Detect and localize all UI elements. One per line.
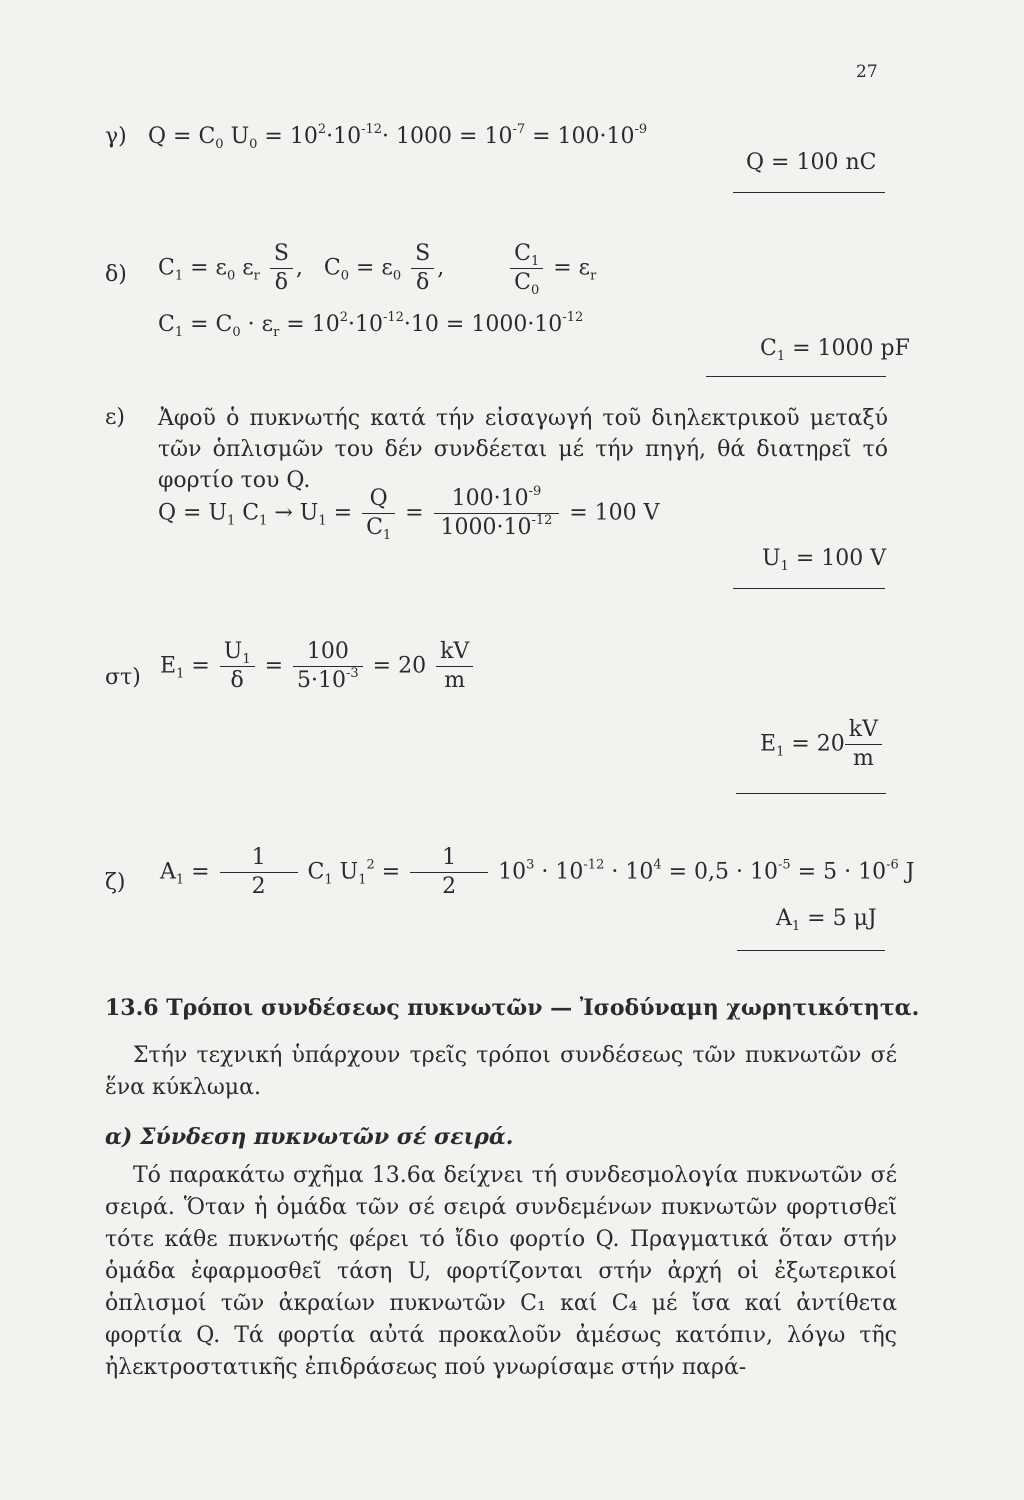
gamma-result: Q = 100 nC: [746, 150, 877, 175]
gamma-equation: $Q = C_0$ $U_0 = 10^2\cdot 10^{-12}\cdot 1000 = 10^{-7} = 100\cdot 10^{-9}$: [148, 122, 648, 152]
zeta-equation: $A_1$ = $\frac{1}{2}$ $C_1$ $U_1^2$ = $\frac{1}{2}$ $10^3 \cdot 10^{-12} \cdot 10^4 = 0,5 \cdot 10^{-5} = 5 \cdot 10^{-6}$ J: [160, 845, 915, 899]
sigma-tau-result-underline: [736, 793, 886, 794]
section-body: Τό παρακάτω σχῆμα 13.6α δείχνει τή συνδεσμολογία πυκνωτῶν σέ σειρά. Ὅταν ἡ ὁμάδα τῶν σέ σειρά συνδεμένων πυκνωτῶν φορτισθεῖ τότε κάθε πυκνωτής φέρει τό ἴδιο φορτίο Q. Πραγματικά ὅταν στήν ὁμάδα ἐφαρμοσθεῖ τάση U, φορτίζονται στήν ἀρχή οἱ ἐξωτερικοί ὁπλισμοί τῶν ἀκραίων πυκνωτῶν C₁ καί C₄ μέ ἴσα καί ἀντίθετα φορτία Q. Τά φορτία αὐτά προκαλοῦν ἀμέσως κατόπιν, λόγω τῆς ἠλεκτροστατικῆς ἐπιδράσεως πού γνωρίσαμε στήν παρά-: [105, 1163, 897, 1380]
epsilon-equation: $Q = U_1$ $C_1 \to U_1$ = $\frac{Q}{C_1}$ = $\frac{100\cdot 10^{-9}}{1000\cdot 10^{-12}}$ = 100 V: [158, 484, 660, 543]
epsilon-result: $U_1 = 100$ V: [762, 546, 887, 574]
delta-label: δ): [105, 262, 127, 287]
section-intro: Στήν τεχνική ὑπάρχουν τρεῖς τρόποι συνδέσεως τῶν πυκνωτῶν σέ ἕνα κύκλωμα.: [105, 1043, 897, 1100]
epsilon-label: ε): [105, 405, 125, 430]
zeta-label: ζ): [105, 870, 126, 895]
sigma-tau-result: $E_1 = 20$ $\frac{kV}{m}$: [760, 716, 885, 773]
section-subheading: α) Σύνδεση πυκνωτῶν σέ σειρά.: [105, 1124, 514, 1150]
gamma-label: γ): [105, 124, 127, 149]
section-heading: 13.6 Τρόποι συνδέσεως πυκνωτῶν — Ἰσοδύναμη χωρητικότητα.: [105, 995, 920, 1021]
gamma-result-underline: [733, 192, 885, 193]
delta-definitions: $C_1 = \varepsilon_0$ $\varepsilon_r$ $\frac{S}{\delta}$ , $C_0 = \varepsilon_0$ $\frac{S}{\delta}$ , $\frac{C_1}{C_0}$ = $\varepsilon_r$: [158, 241, 597, 298]
delta-result: $C_1 = 1000$ pF: [760, 336, 910, 364]
epsilon-result-underline: [733, 588, 885, 589]
epsilon-text: Ἀφοῦ ὁ πυκνωτής κατά τήν εἰσαγωγή τοῦ διηλεκτρικοῦ μεταξύ τῶν ὁπλισμῶν του δέν συνδέεται μέ τήν πηγή, θά διατηρεῖ τό φορτίο του Q.: [158, 406, 888, 493]
page-number: 27: [856, 62, 878, 82]
zeta-result-underline: [737, 950, 885, 951]
zeta-result: $A_1 = 5$ μJ: [776, 906, 877, 934]
delta-equation: $C_1 = C_0 \cdot \varepsilon_r = 10^2\cdot 10^{-12}\cdot 10 = 1000\cdot 10^{-12}$: [158, 310, 584, 340]
delta-result-underline: [706, 376, 886, 377]
sigma-tau-equation: $E_1$ = $\frac{U_1}{\delta}$ = $\frac{100}{5\cdot 10^{-3}}$ = 20 $\frac{kV}{m}$: [160, 638, 476, 695]
sigma-tau-label: στ): [105, 665, 141, 690]
